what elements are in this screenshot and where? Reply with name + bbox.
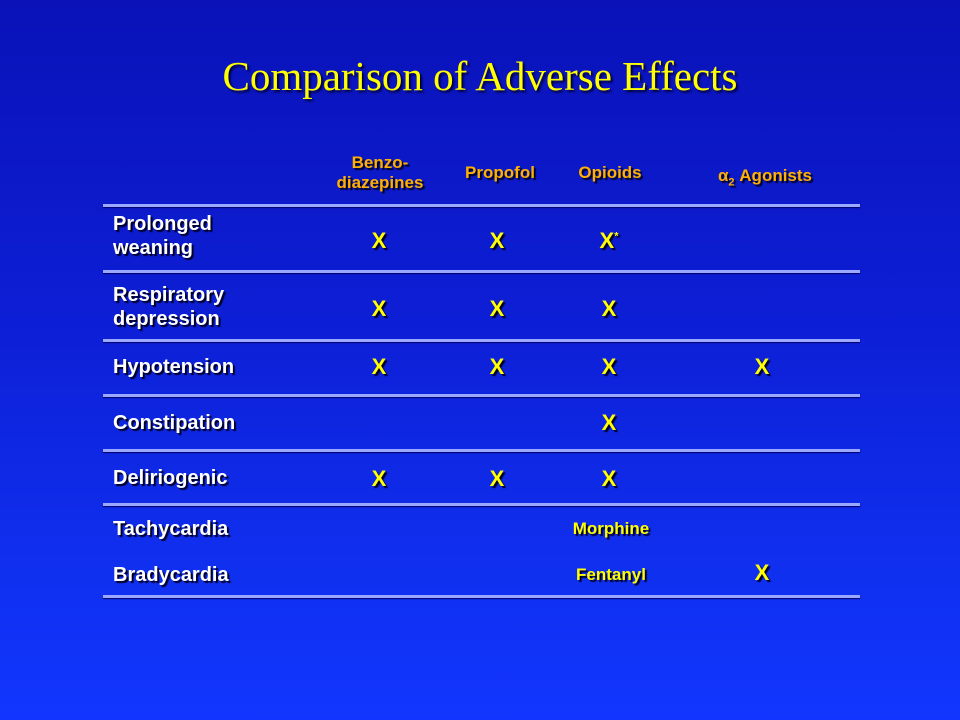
mark-prolonged-benzo: X	[371, 228, 387, 253]
page-title: Comparison of Adverse Effects	[222, 53, 738, 99]
row-label-tachycardia: Tachycardia	[113, 518, 229, 540]
divider-5	[103, 503, 860, 506]
mark-prolonged-propofol: X	[489, 228, 505, 253]
divider-2	[103, 339, 860, 342]
mark-deliriogenic-opioids: X	[601, 466, 617, 491]
header-alpha2-agonists	[690, 166, 840, 192]
mark-bradycardia-alpha2: X	[754, 560, 770, 585]
row-label-prolonged-line1: Prolonged	[113, 213, 212, 235]
divider-3	[103, 394, 860, 397]
header-benzo-line1: Benzo-	[351, 153, 409, 172]
divider-4	[103, 449, 860, 452]
mark-respiratory-benzo: X	[371, 296, 387, 321]
header-opioids: Opioids	[578, 163, 642, 182]
mark-prolonged-opioids-x: X	[599, 228, 615, 253]
row-label-prolonged-weaning	[113, 212, 212, 260]
mark-hypotension-opioids: X	[601, 354, 617, 379]
alpha-subscript: 2	[728, 176, 735, 189]
row-label-respiratory-depression	[113, 283, 224, 331]
row-label-bradycardia: Bradycardia	[113, 564, 229, 586]
row-label-hypotension: Hypotension	[113, 356, 235, 378]
mark-deliriogenic-propofol: X	[489, 466, 505, 491]
mark-respiratory-opioids: X	[601, 296, 617, 321]
note-tachycardia-morphine: Morphine	[572, 519, 650, 538]
mark-prolonged-opioids	[594, 228, 624, 254]
mark-respiratory-propofol: X	[489, 296, 505, 321]
mark-constipation-opioids: X	[601, 410, 617, 435]
mark-deliriogenic-benzo: X	[371, 466, 387, 491]
header-propofol: Propofol	[465, 163, 535, 182]
alpha-symbol: α	[717, 166, 729, 185]
mark-hypotension-benzo: X	[371, 354, 387, 379]
row-label-respiratory-line1: Respiratory	[113, 284, 225, 306]
row-label-respiratory-line2: depression	[113, 308, 220, 330]
note-bradycardia-fentanyl: Fentanyl	[576, 565, 646, 584]
divider-1	[103, 270, 860, 273]
mark-hypotension-alpha2: X	[754, 354, 770, 379]
header-benzodiazepines	[315, 153, 445, 193]
mark-hypotension-propofol: X	[489, 354, 505, 379]
row-label-deliriogenic: Deliriogenic	[113, 467, 228, 489]
row-label-constipation: Constipation	[113, 412, 236, 434]
footnote-asterisk: *	[614, 230, 619, 243]
divider-bottom	[103, 595, 860, 598]
header-benzo-line2: diazepines	[336, 173, 424, 192]
alpha-label: Agonists	[739, 166, 813, 185]
divider-header	[103, 204, 860, 207]
row-label-prolonged-line2: weaning	[113, 237, 194, 259]
